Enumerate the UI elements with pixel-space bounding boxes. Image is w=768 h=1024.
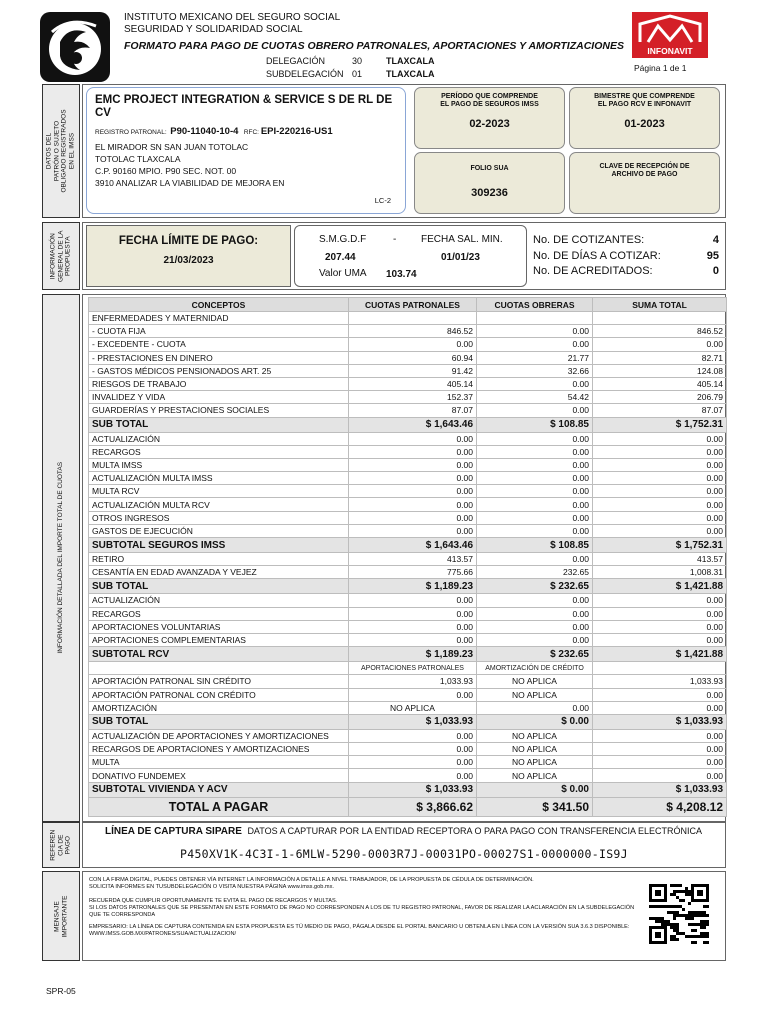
table-row (89, 391, 727, 404)
cell-concepto: MULTA RCV (89, 485, 349, 498)
folio-sua-title: FOLIO SUA (470, 165, 509, 172)
cell-concepto: ACTUALIZACIÓN (89, 432, 349, 445)
infonavit-logo-text: INFONAVIT (647, 46, 693, 56)
cell-concepto: ACTUALIZACIÓN DE APORTACIONES Y AMORTIZACIONES (89, 729, 349, 742)
message-2: SOLICITA INFORMES EN TUSUBDELEGACIÓN O VISITA NUESTRA PÁGINA www.imss.gob.mx. (89, 884, 334, 890)
cell-patronal: 0.00 (349, 432, 477, 445)
delegacion-label: DELEGACIÓN (266, 56, 326, 66)
cell-concepto: RECARGOS (89, 607, 349, 620)
cell-obrera: 0.00 (477, 472, 593, 485)
table-row (89, 485, 727, 498)
cell-obrera: 32.66 (477, 364, 593, 377)
col-header-conceptos: CONCEPTOS (89, 298, 349, 312)
cotizantes-label: No. DE COTIZANTES: (533, 234, 645, 246)
cell-obrera: $ 0.00 (477, 714, 593, 729)
table-row (89, 701, 727, 714)
cell-patronal: $ 1,643.46 (349, 417, 477, 432)
cotizantes-info (533, 233, 719, 280)
sipare-subtitle: DATOS A CAPTURAR POR LA ENTIDAD RECEPTORA O PARA PAGO CON TRANSFERENCIA ELECTRÓNICA (247, 826, 703, 836)
cell-patronal: $ 1,189.23 (349, 579, 477, 594)
table-row (89, 312, 727, 325)
table-row (89, 566, 727, 579)
qr-code-icon (649, 884, 709, 944)
cell-obrera: NO APLICA (477, 688, 593, 701)
cell-patronal: $ 1,033.93 (349, 714, 477, 729)
cell-concepto: OTROS INGRESOS (89, 511, 349, 524)
cell-suma: 0.00 (593, 338, 727, 351)
cell-suma (593, 662, 727, 675)
subdelegacion-label: SUBDELEGACIÓN (266, 69, 344, 79)
table-row (89, 364, 727, 377)
bimestre-rcv-value: 01-2023 (624, 118, 665, 130)
cell-obrera: 0.00 (477, 445, 593, 458)
cell-suma: $ 1,033.93 (593, 714, 727, 729)
table-row (89, 607, 727, 620)
cell-patronal: 0.00 (349, 729, 477, 742)
cell-suma: 0.00 (593, 524, 727, 537)
cell-suma: $ 1,421.88 (593, 647, 727, 662)
cell-suma: $ 1,752.31 (593, 417, 727, 432)
cotizantes-value: 4 (712, 234, 719, 246)
table-row (89, 633, 727, 646)
org-line2: SEGURIDAD Y SOLIDARIDAD SOCIAL (124, 24, 303, 35)
employer-box (86, 87, 406, 214)
cell-suma: 87.07 (593, 404, 727, 417)
col-header-suma: SUMA TOTAL (593, 298, 727, 312)
message-4: SI LOS DATOS PATRONALES QUE SE PRESENTAN EN ESTE FORMATO DE PAGO NO CORRESPONDEN A LOS DE TU REGISTRO PATRONAL, FAVOR DE REALIZAR LA ACLARACIÓN EN LA SUBDELEGACIÓN QUE TE CORRESPONDA (89, 905, 635, 918)
cell-concepto: DONATIVO FUNDEMEX (89, 769, 349, 782)
side-tab-mensaje (42, 871, 80, 961)
cell-concepto: - CUOTA FIJA (89, 325, 349, 338)
cell-suma: 0.00 (593, 756, 727, 769)
subtotal-row (89, 714, 727, 729)
uma-label: Valor UMA (319, 268, 367, 279)
clave-recepcion-title: CLAVE DE RECEPCIÓN DE ARCHIVO DE PAGO (599, 163, 690, 178)
cell-obrera: 0.00 (477, 458, 593, 471)
cell-patronal: 0.00 (349, 485, 477, 498)
cell-obrera (477, 312, 593, 325)
cell-concepto: APORTACIÓN PATRONAL CON CRÉDITO (89, 688, 349, 701)
table-row (89, 743, 727, 756)
table-row (89, 351, 727, 364)
cell-suma: 0.00 (593, 498, 727, 511)
table-row (89, 511, 727, 524)
cell-concepto: ENFERMEDADES Y MATERNIDAD (89, 312, 349, 325)
subtotal-row (89, 782, 727, 797)
fecha-limite-value: 21/03/2023 (163, 255, 214, 266)
cell-obrera: 0.00 (477, 377, 593, 390)
cell-patronal: 0.00 (349, 338, 477, 351)
cell-obrera: 0.00 (477, 701, 593, 714)
cell-suma (593, 312, 727, 325)
cell-concepto: APORTACIONES COMPLEMENTARIAS (89, 633, 349, 646)
imss-logo (40, 12, 110, 82)
cell-patronal: 775.66 (349, 566, 477, 579)
cell-concepto: AMORTIZACIÓN (89, 701, 349, 714)
cell-suma: $ 4,208.12 (593, 797, 727, 816)
clave-recepcion-box (569, 152, 720, 214)
cell-patronal: 87.07 (349, 404, 477, 417)
registro-label: REGISTRO PATRONAL: (95, 129, 167, 136)
org-line1: INSTITUTO MEXICANO DEL SEGURO SOCIAL (124, 12, 341, 23)
cell-suma: 0.00 (593, 485, 727, 498)
cell-patronal: 0.00 (349, 620, 477, 633)
cell-concepto: MULTA IMSS (89, 458, 349, 471)
cell-suma: 1,033.93 (593, 675, 727, 688)
table-row (89, 472, 727, 485)
subdelegacion-num: 01 (352, 69, 363, 79)
cell-concepto: SUB TOTAL (89, 714, 349, 729)
cell-suma: 124.08 (593, 364, 727, 377)
cell-suma: 0.00 (593, 701, 727, 714)
cell-patronal: 846.52 (349, 325, 477, 338)
subheader-row (89, 662, 727, 675)
cell-patronal (349, 312, 477, 325)
col-header-patronales: CUOTAS PATRONALES (349, 298, 477, 312)
cell-suma: $ 1,033.93 (593, 782, 727, 797)
cell-concepto: RIESGOS DE TRABAJO (89, 377, 349, 390)
cell-suma: 0.00 (593, 594, 727, 607)
cell-suma: 0.00 (593, 688, 727, 701)
address-line1: EL MIRADOR SN SAN JUAN TOTOLAC (95, 142, 249, 152)
employer-code: LC-2 (374, 196, 391, 205)
rfc-value: EPI-220216-US1 (260, 126, 333, 137)
cell-concepto: - GASTOS MÉDICOS PENSIONADOS ART. 25 (89, 364, 349, 377)
cell-suma: 405.14 (593, 377, 727, 390)
cell-obrera: 0.00 (477, 511, 593, 524)
smgdf-dash: - (393, 234, 397, 245)
cell-patronal: 0.00 (349, 498, 477, 511)
cuotas-table (88, 297, 727, 817)
cell-obrera: NO APLICA (477, 769, 593, 782)
cell-patronal: $ 1,189.23 (349, 647, 477, 662)
cell-obrera: 0.00 (477, 607, 593, 620)
bimestre-rcv-box (569, 87, 720, 149)
employer-name: EMC PROJECT INTEGRATION & SERVICE S DE RL DE CV (95, 94, 393, 119)
bimestre-rcv-title: BIMESTRE QUE COMPRENDE EL PAGO RCV E INFONAVIT (594, 93, 695, 108)
address-line2: TOTOLAC TLAXCALA (95, 154, 181, 164)
cell-suma: 206.79 (593, 391, 727, 404)
message-1: CON LA FIRMA DIGITAL, PUEDES OBTENER VÍA INTERNET LA INFORMACIÓN A DETALLE A NIVEL TRABAJADOR, DE LA PROPUESTA DE CÉDULA DE DETERMINACIÓN. (89, 877, 534, 883)
cell-suma: 0.00 (593, 511, 727, 524)
cell-obrera: 0.00 (477, 404, 593, 417)
employer-registro (95, 126, 397, 137)
uma-value: 103.74 (386, 269, 417, 280)
fecha-limite-box (86, 225, 291, 287)
acreditados-value: 0 (712, 265, 719, 277)
table-row (89, 458, 727, 471)
table-row (89, 432, 727, 445)
side-tab-referencia (42, 822, 80, 868)
cell-patronal: 91.42 (349, 364, 477, 377)
delegacion-name: TLAXCALA (386, 56, 435, 66)
cell-patronal: 0.00 (349, 594, 477, 607)
cell-patronal: 0.00 (349, 633, 477, 646)
cell-obrera: 0.00 (477, 325, 593, 338)
cell-obrera: 0.00 (477, 594, 593, 607)
cell-concepto: CESANTÍA EN EDAD AVANZADA Y VEJEZ (89, 566, 349, 579)
periodo-imss-title: PERÍODO QUE COMPRENDE EL PAGO DE SEGUROS IMSS (440, 93, 539, 108)
cell-suma: 846.52 (593, 325, 727, 338)
side-tab-info-general (42, 222, 80, 290)
cell-obrera: $ 232.65 (477, 579, 593, 594)
cell-patronal: $ 1,033.93 (349, 782, 477, 797)
cell-concepto: SUB TOTAL (89, 417, 349, 432)
sipare-capture-line[interactable]: P450XV1K-4C3I-1-6MLW-5290-0003R7J-00031PO-00027S1-0000000-IS9J (180, 847, 628, 861)
cell-suma: 0.00 (593, 729, 727, 742)
cell-concepto: RECARGOS DE APORTACIONES Y AMORTIZACIONES (89, 743, 349, 756)
subtotal-row (89, 538, 727, 553)
cell-obrera: 54.42 (477, 391, 593, 404)
cell-suma: $ 1,421.88 (593, 579, 727, 594)
cell-obrera: 0.00 (477, 485, 593, 498)
side-tab-datos-label: DATOS DEL PATRÓN O SUJETO OBLIGADO REGISTRADOS EN EL IMSS (46, 109, 76, 193)
side-tab-info-general-label: INFORMACIÓN GENERAL DE LA PROPUESTA (49, 230, 72, 282)
cell-obrera: $ 0.00 (477, 782, 593, 797)
cell-obrera: 0.00 (477, 498, 593, 511)
cell-patronal: 0.00 (349, 756, 477, 769)
cell-patronal: 0.00 (349, 524, 477, 537)
table-row (89, 756, 727, 769)
cell-suma: 413.57 (593, 553, 727, 566)
cell-patronal: 413.57 (349, 553, 477, 566)
delegacion-info (266, 55, 435, 81)
cell-concepto: TOTAL A PAGAR (89, 797, 349, 816)
cell-patronal: 0.00 (349, 511, 477, 524)
folio-sua-value: 309236 (471, 187, 508, 199)
table-row (89, 594, 727, 607)
cell-concepto: APORTACIONES VOLUNTARIAS (89, 620, 349, 633)
cell-suma: 0.00 (593, 458, 727, 471)
cell-obrera: NO APLICA (477, 756, 593, 769)
table-row (89, 729, 727, 742)
cell-obrera: 21.77 (477, 351, 593, 364)
cell-obrera: 0.00 (477, 633, 593, 646)
cell-concepto: APORTACIÓN PATRONAL SIN CRÉDITO (89, 675, 349, 688)
cell-suma: 0.00 (593, 607, 727, 620)
table-header-row (89, 298, 727, 312)
cell-suma: 82.71 (593, 351, 727, 364)
delegacion-num: 30 (352, 56, 363, 66)
dias-label: No. DE DÍAS A COTIZAR: (533, 249, 661, 262)
periodo-imss-box (414, 87, 565, 149)
cell-obrera: 0.00 (477, 620, 593, 633)
cell-suma: 0.00 (593, 743, 727, 756)
cell-concepto: - PRESTACIONES EN DINERO (89, 351, 349, 364)
cell-suma: 0.00 (593, 769, 727, 782)
cell-suma: 0.00 (593, 445, 727, 458)
side-tab-datos (42, 84, 80, 218)
table-row (89, 404, 727, 417)
cell-patronal: 0.00 (349, 688, 477, 701)
subdelegacion-name: TLAXCALA (386, 69, 435, 79)
folio-sua-box (414, 152, 565, 214)
cell-concepto: GASTOS DE EJECUCIÓN (89, 524, 349, 537)
cell-patronal: 0.00 (349, 607, 477, 620)
table-row (89, 620, 727, 633)
cell-concepto: SUBTOTAL VIVIENDA Y ACV (89, 782, 349, 797)
cell-obrera: 0.00 (477, 524, 593, 537)
table-row (89, 325, 727, 338)
subtotal-row (89, 579, 727, 594)
message-5: EMPRESARIO: LA LÍNEA DE CAPTURA CONTENIDA EN ESTA PROPUESTA ES TÚ MEDIO DE PAGO, PÁGALA DESDE EL PORTAL BANCARIO U OBTENLA EN LÍNEA CON LA VERSIÓN SUA 3.6.3 DISPONIBLE: WWW.IMSS.GOB.MX/PATRONES/SUA/ACTUALIZACION/ (89, 924, 630, 937)
form-title: FORMATO PARA PAGO DE CUOTAS OBRERO PATRONALES, APORTACIONES Y AMORTIZACIONES (124, 40, 624, 52)
cell-suma: 0.00 (593, 633, 727, 646)
cell-obrera: $ 108.85 (477, 538, 593, 553)
cell-obrera: 232.65 (477, 566, 593, 579)
cell-patronal: 1,033.93 (349, 675, 477, 688)
cell-patronal: NO APLICA (349, 701, 477, 714)
cell-concepto: GUARDERÍAS Y PRESTACIONES SOCIALES (89, 404, 349, 417)
cell-patronal: 0.00 (349, 769, 477, 782)
rfc-label: RFC: (243, 129, 259, 136)
table-row (89, 553, 727, 566)
cell-concepto (89, 662, 349, 675)
cell-suma: $ 1,752.31 (593, 538, 727, 553)
cell-obrera: NO APLICA (477, 729, 593, 742)
cell-concepto: ACTUALIZACIÓN MULTA IMSS (89, 472, 349, 485)
cell-obrera: $ 341.50 (477, 797, 593, 816)
address-line4: 3910 ANALIZAR LA VIABILIDAD DE MEJORA EN (95, 178, 285, 188)
cell-suma: 0.00 (593, 620, 727, 633)
cell-concepto: RECARGOS (89, 445, 349, 458)
cell-suma: 0.00 (593, 432, 727, 445)
cell-obrera: AMORTIZACIÓN DE CRÉDITO (477, 662, 593, 675)
cell-suma: 0.00 (593, 472, 727, 485)
cell-patronal: 0.00 (349, 743, 477, 756)
smgdf-value: 207.44 (325, 252, 356, 263)
table-row (89, 675, 727, 688)
registro-value: P90-11040-10-4 (170, 126, 239, 137)
table-row (89, 688, 727, 701)
address-line3: C.P. 90160 MPIO. P90 SEC. NOT. 00 (95, 166, 237, 176)
side-tab-mensaje-label: MENSAJE IMPORTANTE (53, 894, 69, 938)
sipare-title: LÍNEA DE CAPTURA SIPARE (105, 826, 242, 837)
cell-obrera: NO APLICA (477, 675, 593, 688)
cell-concepto: SUBTOTAL RCV (89, 647, 349, 662)
subtotal-row (89, 417, 727, 432)
cell-obrera: $ 108.85 (477, 417, 593, 432)
cell-patronal: 0.00 (349, 458, 477, 471)
cell-obrera: NO APLICA (477, 743, 593, 756)
cell-patronal: APORTACIONES PATRONALES (349, 662, 477, 675)
side-tab-info-detallada (42, 294, 80, 822)
cell-patronal: 60.94 (349, 351, 477, 364)
page-indicator: Página 1 de 1 (634, 63, 687, 73)
cell-obrera: 0.00 (477, 338, 593, 351)
side-tab-info-detallada-label: INFORMACIÓN DETALLADA DEL IMPORTE TOTAL DE CUOTAS (57, 462, 65, 654)
cell-concepto: SUBTOTAL SEGUROS IMSS (89, 538, 349, 553)
infonavit-logo (632, 12, 708, 58)
table-row (89, 498, 727, 511)
org-name (124, 12, 340, 36)
fecha-limite-label: FECHA LÍMITE DE PAGO: (118, 235, 259, 247)
cell-concepto: ACTUALIZACIÓN MULTA RCV (89, 498, 349, 511)
periodo-imss-value: 02-2023 (469, 118, 510, 130)
cell-obrera: $ 232.65 (477, 647, 593, 662)
smgdf-box (294, 225, 527, 287)
smgdf-label: S.M.G.D.F (319, 234, 367, 245)
cell-suma: 1,008.31 (593, 566, 727, 579)
message-3: RECUERDA QUE CUMPLIR OPORTUNAMENTE TE EVITA EL PAGO DE RECARGOS Y MULTAS. (89, 898, 338, 904)
fecha-sal-value: 01/01/23 (441, 252, 480, 263)
cell-concepto: INVALIDEZ Y VIDA (89, 391, 349, 404)
table-row (89, 377, 727, 390)
cell-patronal: 0.00 (349, 445, 477, 458)
cell-obrera: 0.00 (477, 432, 593, 445)
side-tab-referencia-label: REFEREN CIA DE PAGO (49, 829, 72, 861)
sipare-title-line (105, 826, 702, 837)
cell-patronal: 405.14 (349, 377, 477, 390)
table-row (89, 769, 727, 782)
cell-concepto: - EXCEDENTE - CUOTA (89, 338, 349, 351)
cell-patronal: $ 3,866.62 (349, 797, 477, 816)
dias-value: 95 (706, 249, 719, 262)
cell-obrera: 0.00 (477, 553, 593, 566)
col-header-obreras: CUOTAS OBRERAS (477, 298, 593, 312)
employer-address (95, 141, 397, 189)
subtotal-row (89, 647, 727, 662)
footer-code: SPR-05 (46, 986, 76, 996)
acreditados-label: No. DE ACREDITADOS: (533, 265, 653, 277)
cell-patronal: 0.00 (349, 472, 477, 485)
cell-concepto: SUB TOTAL (89, 579, 349, 594)
fecha-sal-label: FECHA SAL. MIN. (421, 234, 503, 245)
table-row (89, 524, 727, 537)
cell-concepto: RETIRO (89, 553, 349, 566)
table-row (89, 338, 727, 351)
table-row (89, 445, 727, 458)
cell-patronal: $ 1,643.46 (349, 538, 477, 553)
total-row (89, 797, 727, 816)
cell-concepto: MULTA (89, 756, 349, 769)
cell-patronal: 152.37 (349, 391, 477, 404)
cell-concepto: ACTUALIZACIÓN (89, 594, 349, 607)
